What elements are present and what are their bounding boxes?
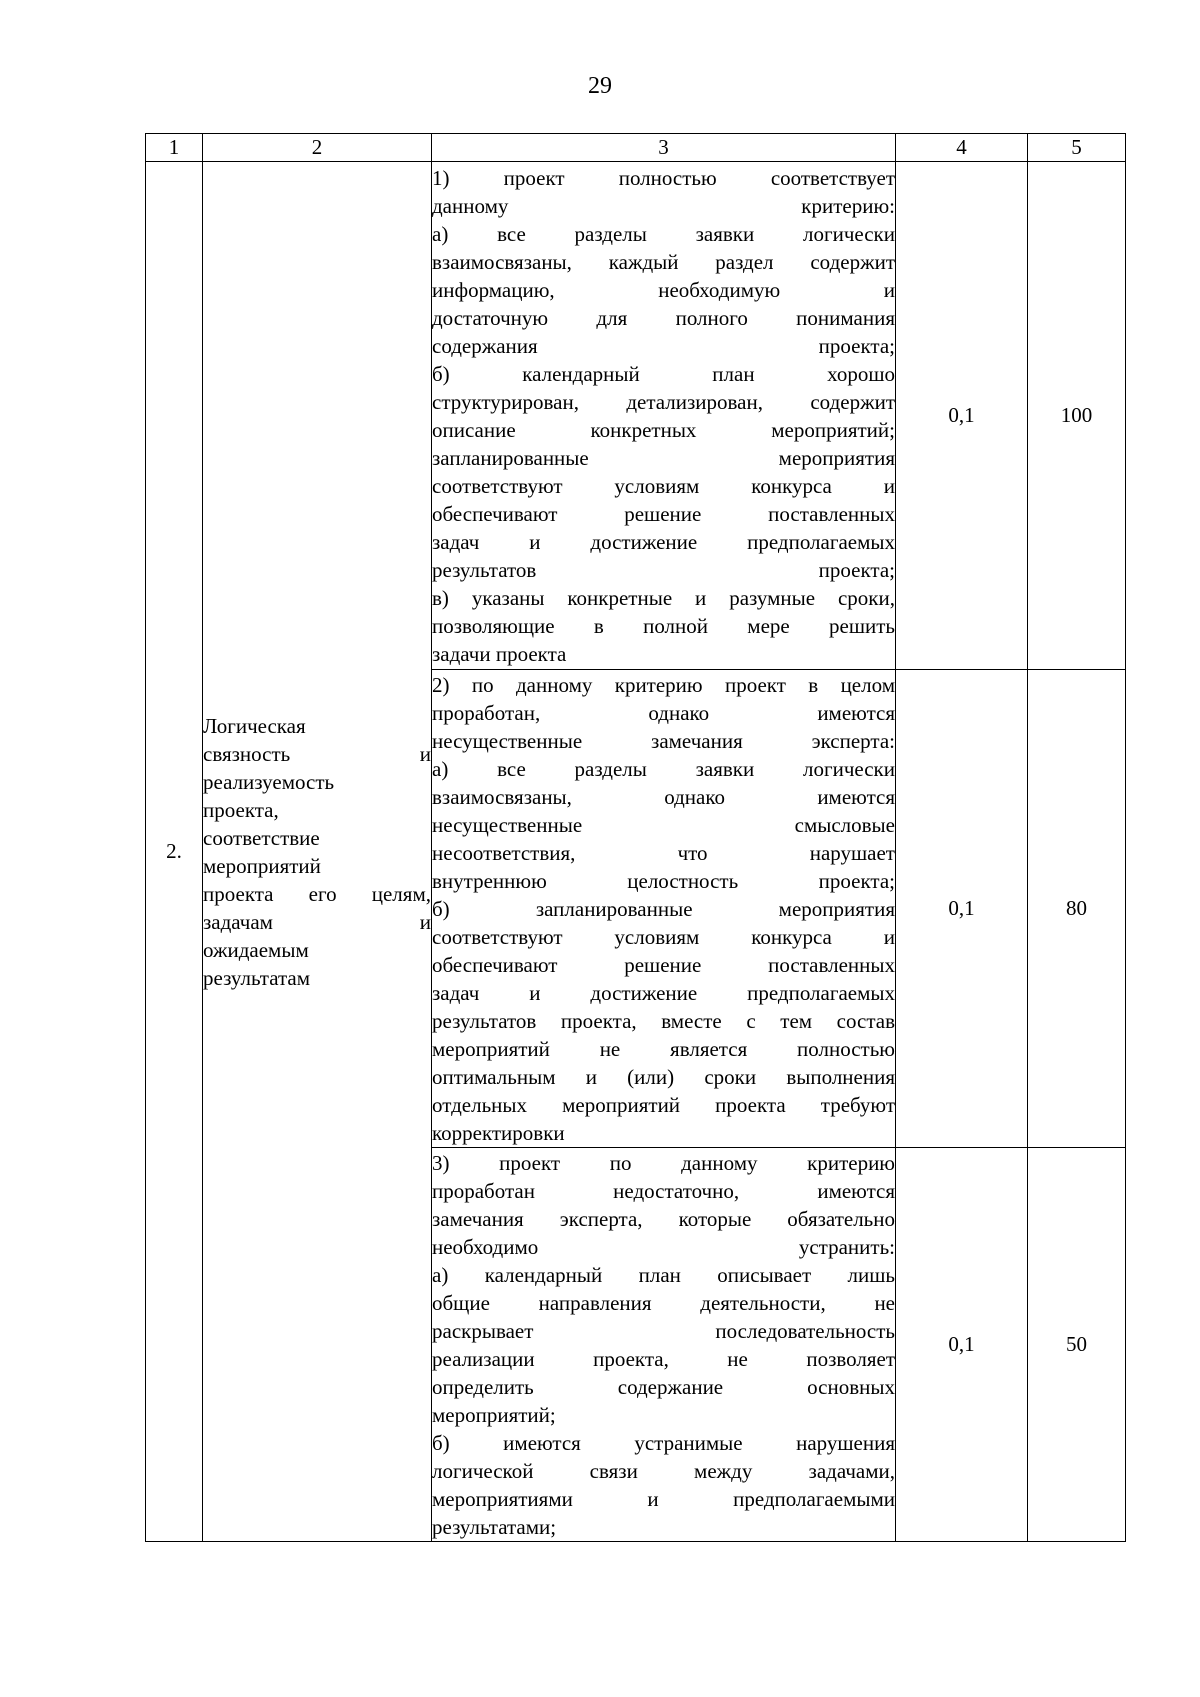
text-line: соответствуют условиям конкурса и xyxy=(432,924,895,949)
text-line: данному критерию: xyxy=(432,193,895,218)
text-line: а) все разделы заявки логически xyxy=(432,756,895,781)
text-line: б) имеются устранимые нарушения xyxy=(432,1430,895,1455)
text-line: определить содержание основных xyxy=(432,1374,895,1399)
criterion-line: ожидаемым xyxy=(203,937,309,962)
criterion-line: задачам и xyxy=(203,909,431,934)
level-text xyxy=(432,164,895,668)
level-3-score: 50 xyxy=(1028,1148,1126,1542)
level-1-weight: 0,1 xyxy=(896,162,1028,670)
level-2-description xyxy=(432,670,896,1148)
text-line: общие направления деятельности, не xyxy=(432,1290,895,1315)
criterion-line: мероприятий xyxy=(203,853,321,878)
header-col-3: 3 xyxy=(432,134,896,162)
text-line: результатами; xyxy=(432,1514,557,1539)
table-row xyxy=(146,162,1126,670)
level-1-score: 100 xyxy=(1028,162,1126,670)
text-line: позволяющие в полной мере решить xyxy=(432,613,895,638)
criterion-line: соответствие xyxy=(203,825,320,850)
text-line: результатов проекта; xyxy=(432,557,895,582)
text-line: запланированные мероприятия xyxy=(432,445,895,470)
text-line: взаимосвязаны, однако имеются xyxy=(432,784,895,809)
text-line: несущественные смысловые xyxy=(432,812,895,837)
text-line: несоответствия, что нарушает xyxy=(432,840,895,865)
text-line: достаточную для полного понимания xyxy=(432,305,895,330)
text-line: внутреннюю целостность проекта; xyxy=(432,868,895,893)
text-line: необходимо устранить: xyxy=(432,1234,895,1259)
text-line: описание конкретных мероприятий; xyxy=(432,417,895,442)
header-row xyxy=(146,134,1126,162)
criterion-text xyxy=(203,712,431,992)
criteria-table xyxy=(145,133,1126,1542)
text-line: замечания эксперта, которые обязательно xyxy=(432,1206,895,1231)
text-line: 2) по данному критерию проект в целом xyxy=(432,672,895,697)
header-col-4: 4 xyxy=(896,134,1028,162)
text-line: корректировки xyxy=(432,1120,565,1145)
criterion-cell xyxy=(203,162,432,1542)
text-line: обеспечивают решение поставленных xyxy=(432,501,895,526)
text-line: мероприятий не является полностью xyxy=(432,1036,895,1061)
text-line: соответствуют условиям конкурса и xyxy=(432,473,895,498)
criterion-line: результатам xyxy=(203,965,311,990)
text-line: логической связи между задачами, xyxy=(432,1458,895,1483)
text-line: задач и достижение предполагаемых xyxy=(432,980,895,1005)
text-line: 3) проект по данному критерию xyxy=(432,1150,895,1175)
text-line: реализации проекта, не позволяет xyxy=(432,1346,895,1371)
criterion-line: реализуемость xyxy=(203,769,335,794)
text-line: б) запланированные мероприятия xyxy=(432,896,895,921)
level-text xyxy=(432,671,895,1147)
text-line: мероприятий; xyxy=(432,1402,556,1427)
text-line: содержания проекта; xyxy=(432,333,895,358)
header-col-5: 5 xyxy=(1028,134,1126,162)
text-line: оптимальным и (или) сроки выполнения xyxy=(432,1064,895,1089)
level-2-score: 80 xyxy=(1028,670,1126,1148)
level-3-description xyxy=(432,1148,896,1542)
text-line: задач и достижение предполагаемых xyxy=(432,529,895,554)
row-number: 2. xyxy=(146,162,203,1542)
level-3-weight: 0,1 xyxy=(896,1148,1028,1542)
text-line: взаимосвязаны, каждый раздел содержит xyxy=(432,249,895,274)
level-text xyxy=(432,1149,895,1541)
text-line: а) календарный план описывает лишь xyxy=(432,1262,895,1287)
text-line: структурирован, детализирован, содержит xyxy=(432,389,895,414)
text-line: отдельных мероприятий проекта требуют xyxy=(432,1092,895,1117)
header-col-1: 1 xyxy=(146,134,203,162)
level-1-description xyxy=(432,162,896,670)
header-col-2: 2 xyxy=(203,134,432,162)
text-line: задачи проекта xyxy=(432,641,567,666)
text-line: несущественные замечания эксперта: xyxy=(432,728,895,753)
text-line: информацию, необходимую и xyxy=(432,277,895,302)
text-line: б) календарный план хорошо xyxy=(432,361,895,386)
criterion-line: проекта его целям, xyxy=(203,881,431,906)
criterion-line: связность и xyxy=(203,741,431,766)
level-2-weight: 0,1 xyxy=(896,670,1028,1148)
text-line: 1) проект полностью соответствует xyxy=(432,165,895,190)
criterion-line: проекта, xyxy=(203,797,279,822)
text-line: раскрывает последовательность xyxy=(432,1318,895,1343)
text-line: обеспечивают решение поставленных xyxy=(432,952,895,977)
text-line: результатов проекта, вместе с тем состав xyxy=(432,1008,895,1033)
text-line: проработан недостаточно, имеются xyxy=(432,1178,895,1203)
text-line: мероприятиями и предполагаемыми xyxy=(432,1486,895,1511)
text-line: а) все разделы заявки логически xyxy=(432,221,895,246)
text-line: в) указаны конкретные и разумные сроки, xyxy=(432,585,895,610)
text-line: проработан, однако имеются xyxy=(432,700,895,725)
criterion-line: Логическая xyxy=(203,713,306,738)
page-number: 29 xyxy=(588,73,612,99)
